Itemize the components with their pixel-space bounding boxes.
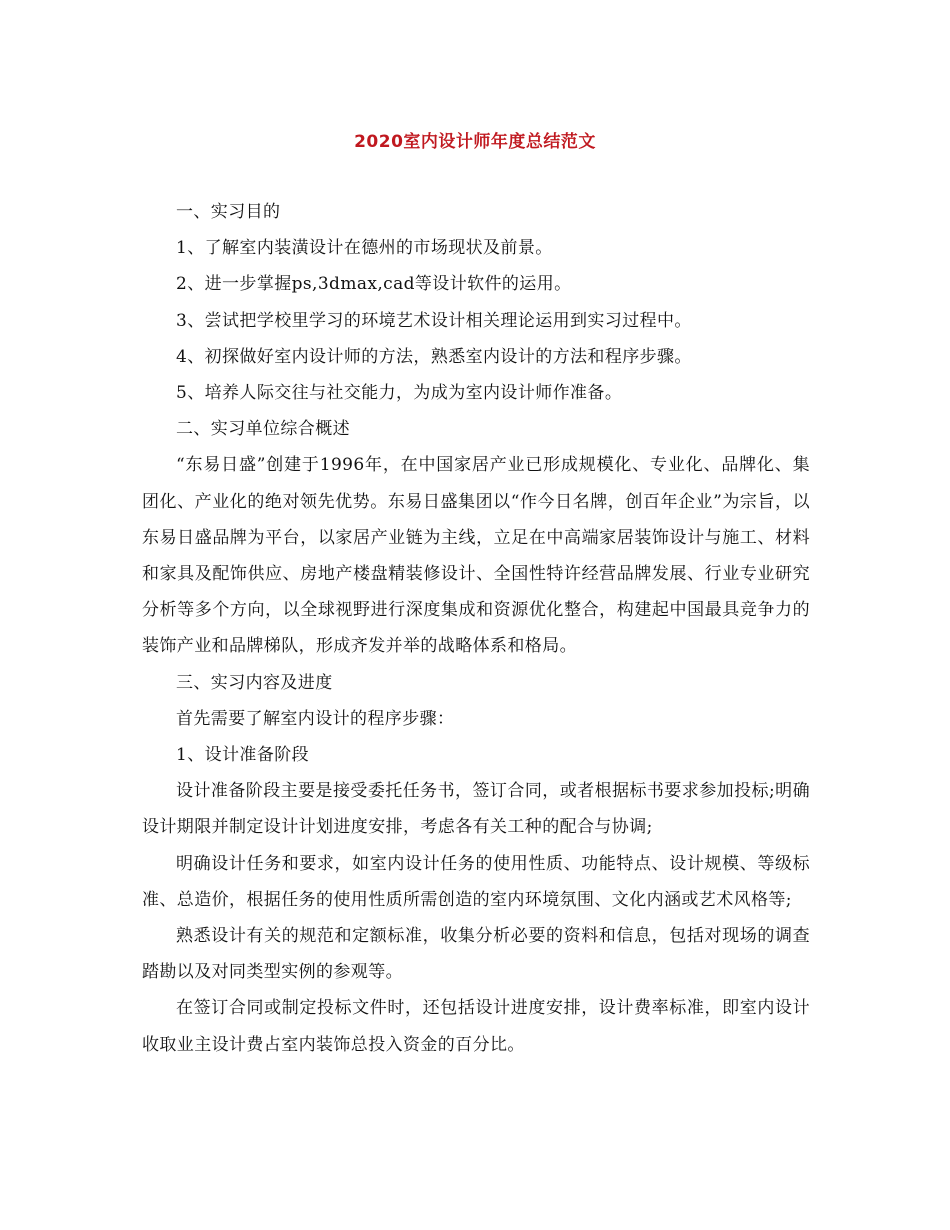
body-paragraph: 明确设计任务和要求，如室内设计任务的使用性质、功能特点、设计规模、等级标准、总造价，根据任务的使用性质所需创造的室内环境氛围、文化内涵或艺术风格等; bbox=[142, 853, 810, 910]
list-item: 3、尝试把学校里学习的环境艺术设计相关理论运用到实习过程中。 bbox=[176, 310, 692, 331]
body-paragraph: 设计准备阶段主要是接受委托任务书，签订合同，或者根据标书要求参加投标;明确设计期限并制定设计计划进度安排，考虑各有关工种的配合与协调; bbox=[142, 781, 810, 838]
section-heading: 二、实习单位综合概述 bbox=[176, 419, 350, 440]
body-paragraph: 在签订合同或制定投标文件时，还包括设计进度安排，设计费率标准，即室内设计收取业主设计费占室内装饰总投入资金的百分比。 bbox=[142, 998, 810, 1055]
document-body bbox=[142, 194, 810, 1063]
section-heading: 一、实习目的 bbox=[176, 202, 281, 222]
subsection-heading: 1、设计准备阶段 bbox=[176, 745, 310, 766]
section-heading: 三、实习内容及进度 bbox=[176, 672, 333, 693]
list-item: 1、了解室内装潢设计在德州的市场现状及前景。 bbox=[176, 238, 553, 259]
document-title: 2020室内设计师年度总结范文 bbox=[354, 132, 596, 152]
body-paragraph: “东易日盛”创建于1996年，在中国家居产业已形成规模化、专业化、品牌化、集团化、产业化的绝对领先优势。东易日盛集团以“作今日名牌，创百年企业”为宗旨，以东易日盛品牌为平台，以家居产业链为主线，立足在中高端家居装饰设计与施工、材料和家具及配饰供应、房地产楼盘精装修设计、全国性特许经营品牌发展、行业专业研究分析等多个方向，以全球视野进行深度集成和资源优化整合，构建起中国最具竞争力的装饰产业和品牌梯队，形成齐发并举的战略体系和格局。 bbox=[142, 455, 810, 657]
list-item: 5、培养人际交往与社交能力，为成为室内设计师作准备。 bbox=[176, 383, 623, 404]
list-item: 4、初探做好室内设计师的方法，熟悉室内设计的方法和程序步骤。 bbox=[176, 346, 692, 367]
list-item: 2、进一步掌握ps,3dmax,cad等设计软件的运用。 bbox=[176, 274, 572, 295]
body-paragraph: 熟悉设计有关的规范和定额标准，收集分析必要的资料和信息，包括对现场的调查踏勘以及对同类型实例的参观等。 bbox=[142, 926, 810, 983]
body-paragraph: 首先需要了解室内设计的程序步骤： bbox=[176, 708, 455, 729]
